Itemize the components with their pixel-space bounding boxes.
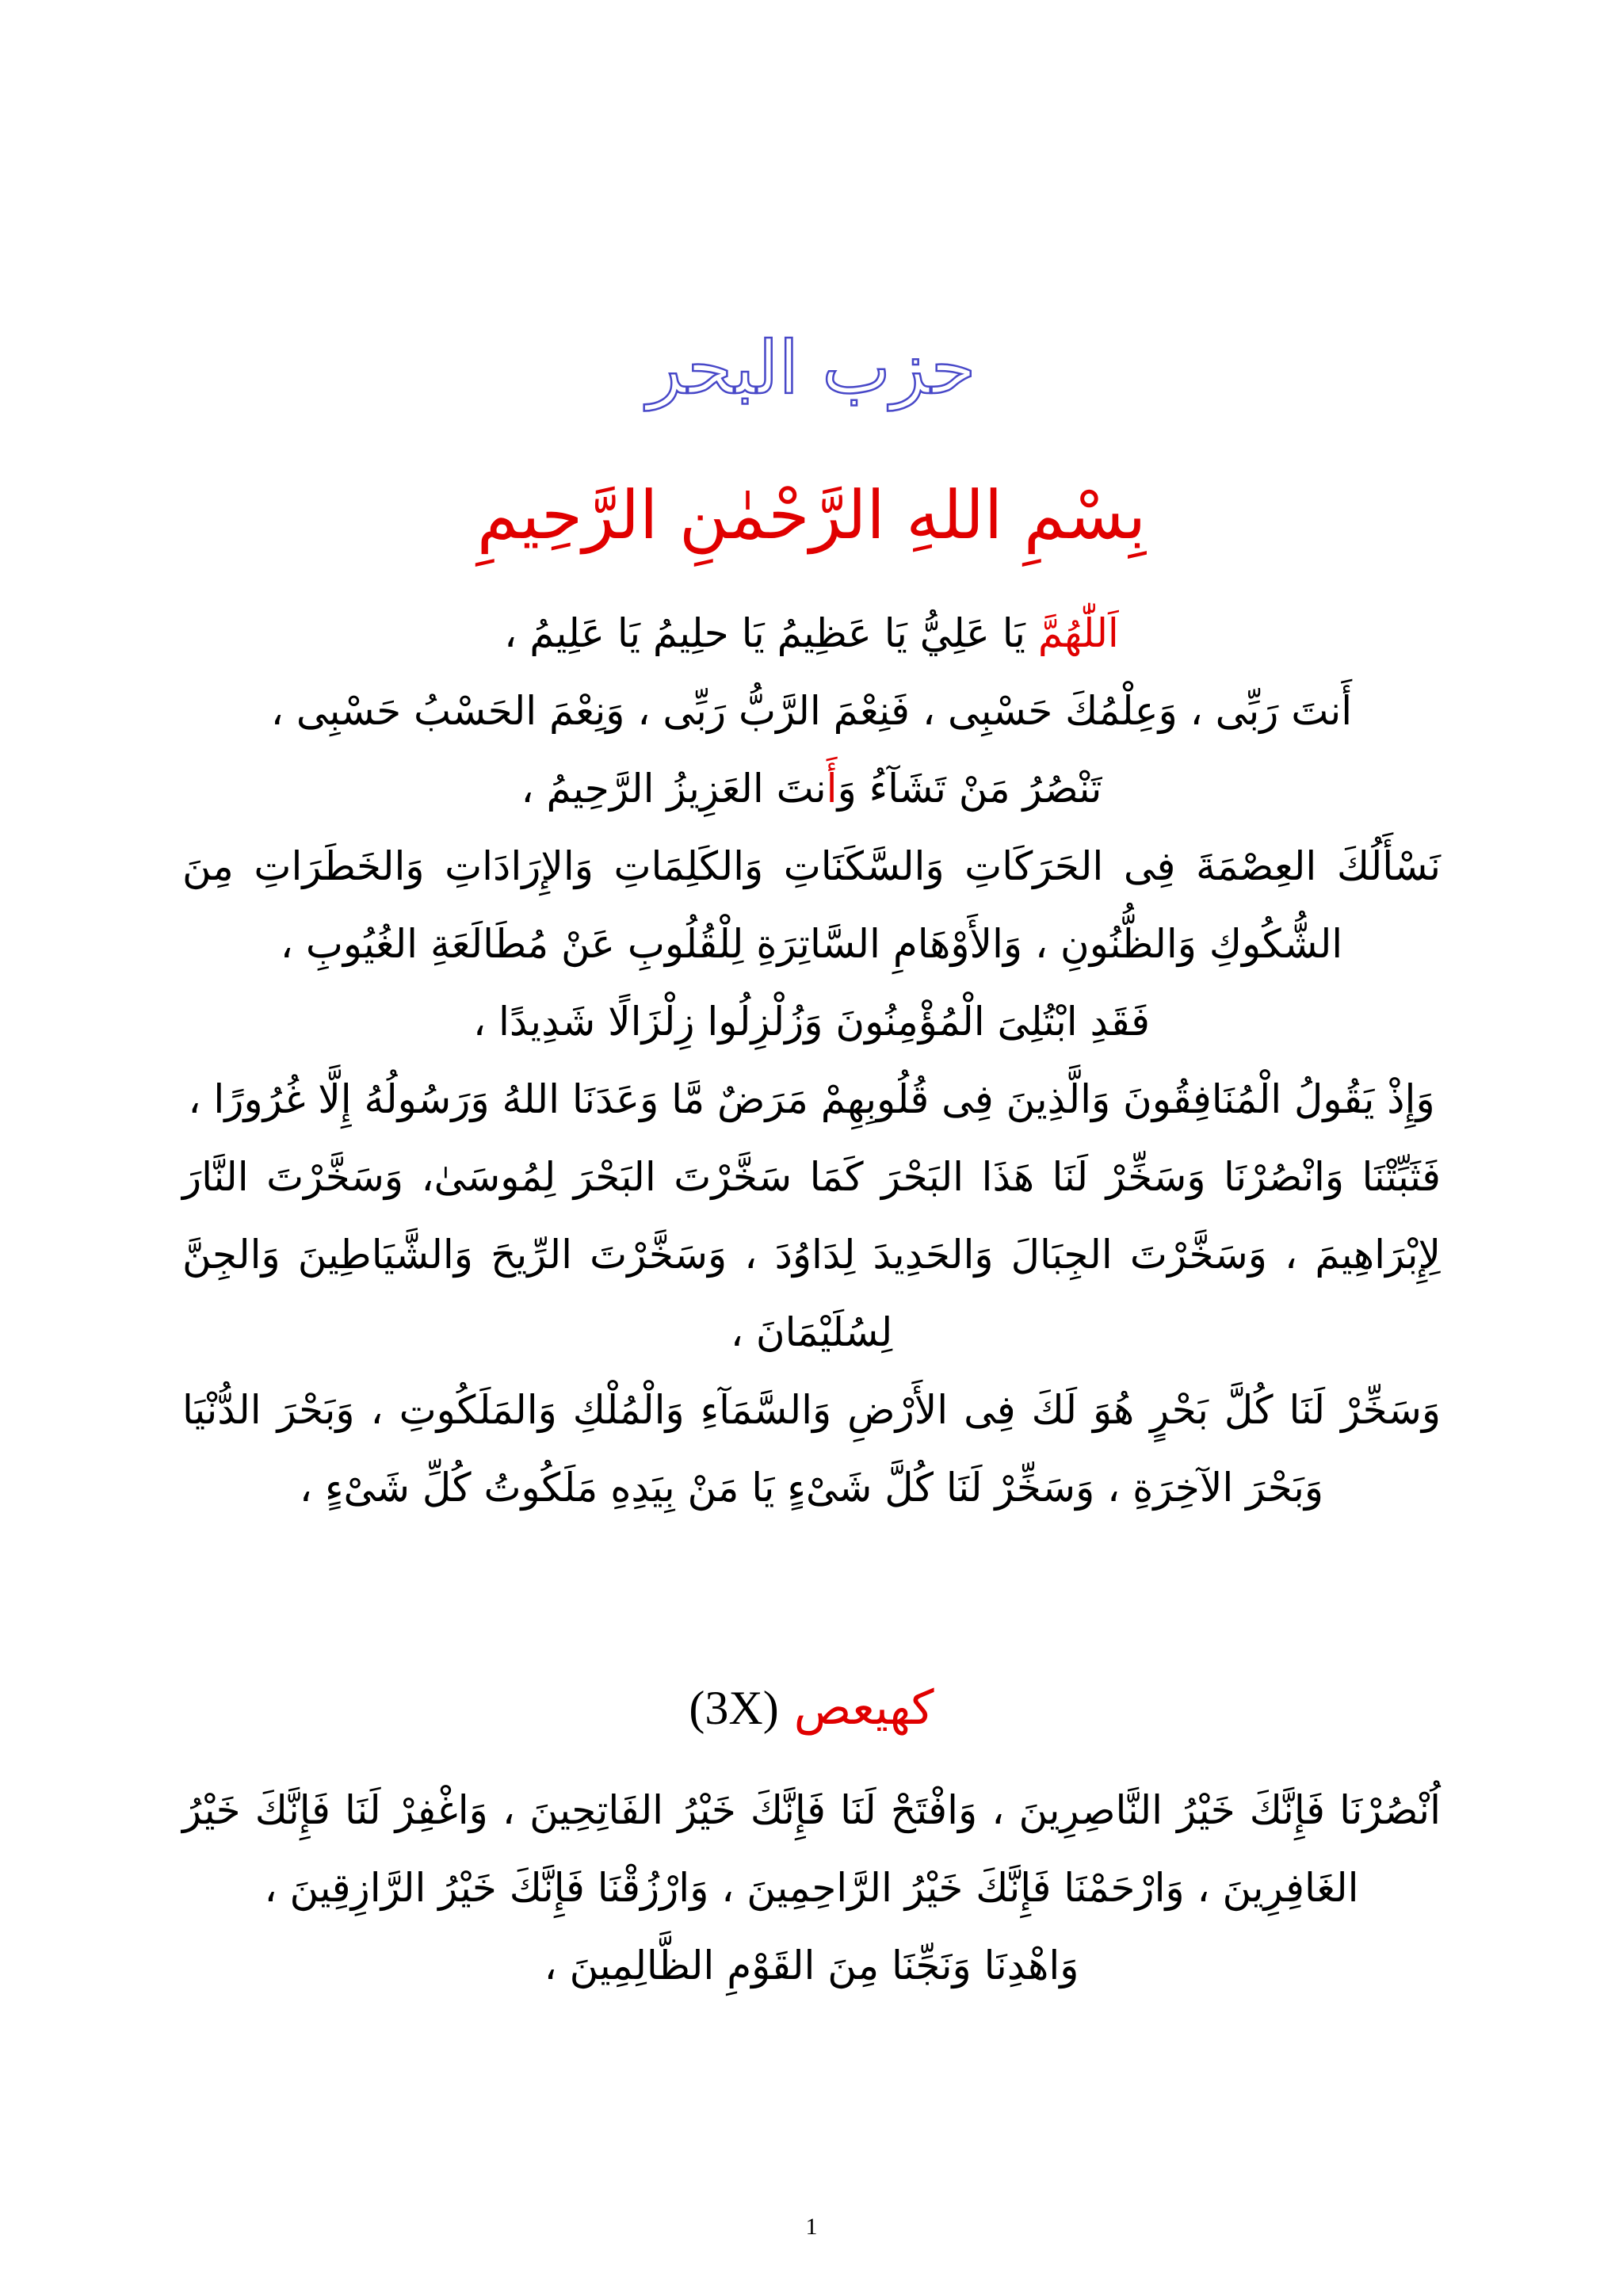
paragraph-line-8: وَسَخِّرْ لَنَا كُلَّ بَحْرٍ هُوَ لَكَ فِى الأَرْضِ وَالسَّمَآءِ وَالْمُلْكِ وَالمَلَكُوتِ ، وَبَحْرَ الدُّنْيَا وَبَحْرَ الآخِرَةِ ، وَسَخِّرْ لَنَا كُلَّ شَىْءٍ يَا مَنْ بِيَدِهِ مَلَكُوتُ كُلِّ شَىْءٍ ،	[182, 1387, 1441, 1511]
line-1-text: يَا عَلِيُّ يَا عَظِيمُ يَا حلِيمُ يَا عَلِيمُ ،	[504, 610, 1038, 656]
paragraph-line-6: وَإِذْ يَقُولُ الْمُنَافِقُونَ وَالَّذِينَ فِى قُلُوبِهِمْ مَرَضٌ مَّا وَعَدَنَا اللهُ وَرَسُولُهُ إِلَّا غُرُورًا ،	[188, 1076, 1435, 1122]
paragraph-line-10: وَاهْدِنَا وَنَجِّنَا مِنَ القَوْمِ الظَّالِمِينَ ،	[544, 1943, 1079, 1988]
line-3-text-a: تَنْصُرُ مَنْ تَشَآءُ وَ	[837, 766, 1102, 812]
paragraph-line-2: أَنتَ رَبِّى ، وَعِلْمُكَ حَسْبِى ، فَنِعْمَ الرَّبُّ رَبِّى ، وَنِعْمَ الحَسْبُ حَسْبِى ،	[270, 688, 1353, 734]
paragraph-line-7: فَثَبِّتْنَا وَانْصُرْنَا وَسَخِّرْ لَنَا هَذَا البَحْرَ كَمَا سَخَّرْتَ البَحْرَ لِمُوسَىٰ، وَسَخَّرْتَ النَّارَ لِإِبْرَاهِيمَ ، وَسَخَّرْتَ الجِبَالَ وَالحَدِيدَ لِدَاوُدَ ، وَسَخَّرْتَ الرِّيحَ وَالشَّيَاطِينَ وَالجِنَّ لِسُلَيْمَانَ ،	[182, 1154, 1441, 1355]
line-3-red-letter: أَ	[826, 766, 838, 812]
paragraph-line-1	[182, 594, 1441, 672]
paragraph-line-9: اُنْصُرْنَا فَإِنَّكَ خَيْرُ النَّاصِرِينَ ، وَافْتَحْ لَنَا فَإِنَّكَ خَيْرُ الفَاتِحِينَ ، وَاغْفِرْ لَنَا فَإِنَّكَ خَيْرُ الغَافِرِينَ ، وَارْحَمْنَا فَإِنَّكَ خَيْرُ الرَّاحِمِينَ ، وَارْزُقْنَا فَإِنَّكَ خَيْرُ الرَّازِقِينَ ،	[182, 1787, 1441, 1911]
kaf-word: كهيعص	[793, 1680, 934, 1736]
paragraph-line-4: نَسْأَلُكَ العِصْمَةَ فِى الحَرَكَاتِ وَالسَّكَنَاتِ وَالكَلِمَاتِ وَالإِرَادَاتِ وَالخَطَرَاتِ مِنَ الشُّكُوكِ وَالظُّنُونِ ، وَالأَوْهَامِ السَّاتِرَةِ لِلْقُلُوبِ عَنْ مُطَالَعَةِ الغُيُوبِ ،	[182, 843, 1441, 967]
supplication-section-2	[182, 1771, 1441, 2004]
supplication-section-1	[182, 594, 1441, 1526]
basmala-heading: بِسْمِ اللهِ الرَّحْمٰنِ الرَّحِيمِ	[476, 476, 1147, 554]
document-title: حزب البحر	[647, 326, 976, 411]
paragraph-line-3	[182, 750, 1441, 827]
page-number: 1	[805, 2214, 818, 2240]
kaf-ha-ya-ayn-sad-heading	[0, 1668, 1623, 1748]
line-3-text-b: نتَ العَزِيزُ الرَّحِيمُ ،	[521, 766, 827, 812]
allahumma-word: اَللّٰهُمَّ	[1037, 610, 1119, 656]
paragraph-line-5: فَقَدِ ابْتُلِىَ الْمُؤْمِنُونَ وَزُلْزِلُوا زِلْزَالًا شَدِيدًا ،	[473, 999, 1150, 1045]
repeat-count: (3X)	[689, 1682, 779, 1734]
